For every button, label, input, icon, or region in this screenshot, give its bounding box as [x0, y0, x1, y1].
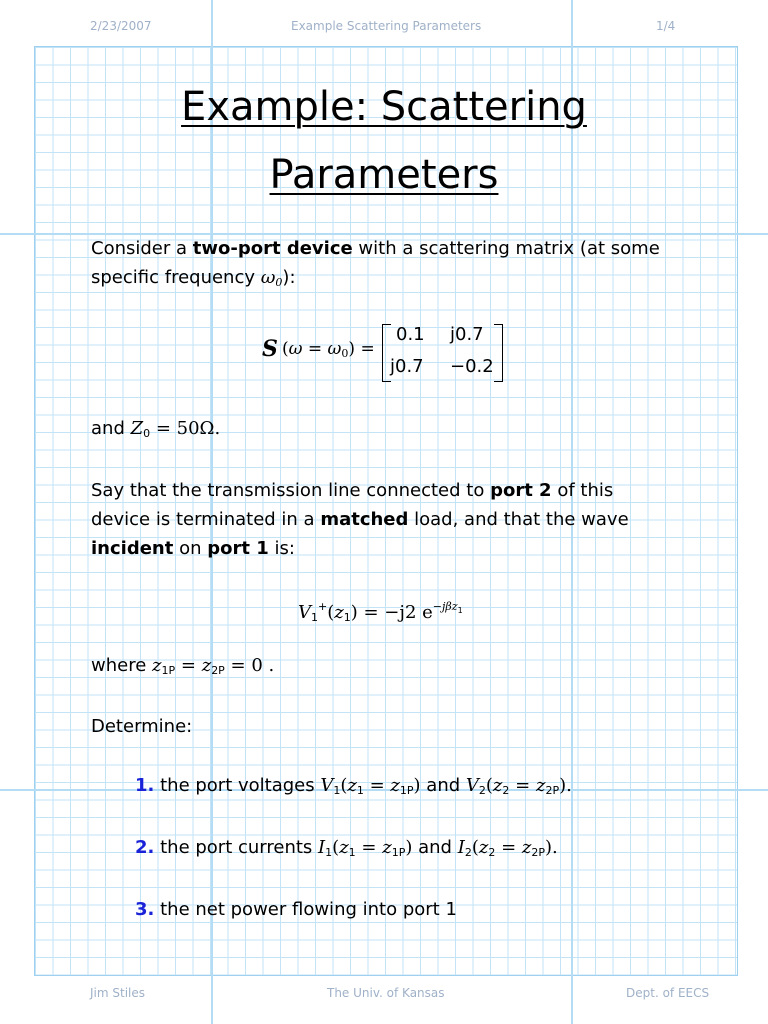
- say-line2: [91, 505, 629, 534]
- where-line: where $z_{1P} = z_{2P} = 0$ .: [91, 655, 275, 677]
- say-line1: [91, 476, 613, 505]
- text: the port currents: [160, 837, 319, 858]
- say-line3: [91, 534, 295, 563]
- subscript: 0: [143, 427, 151, 440]
- bold-term: port 2: [490, 480, 552, 501]
- omega-eq: ω = ω: [288, 339, 342, 359]
- omega-symbol: $\omega_0$: [260, 267, 283, 289]
- voltage-symbol: V: [298, 602, 311, 623]
- footer-department: Dept. of EECS: [626, 986, 710, 1000]
- text: the port voltages: [160, 775, 321, 796]
- bold-term: port 1: [207, 538, 269, 559]
- intro-line1: [91, 234, 660, 263]
- text: on: [173, 538, 208, 559]
- incident-voltage-equation: $V_1^+(z_1) = -j2$ $e^{-j\beta z_1}$: [298, 600, 463, 624]
- text: device is terminated in a: [91, 509, 321, 530]
- header-date: 2/23/2007: [90, 19, 152, 33]
- list-item: 2. the port currents $I_1(z_1 = z_{1P})$ and $I_2(z_2 = z_{2P})$.: [135, 837, 558, 859]
- text: Say that the transmission line connected to: [91, 480, 491, 501]
- text: load, and that the wave: [408, 509, 629, 530]
- text: where: [91, 655, 153, 676]
- page-title-line1: Example: Scattering: [181, 84, 587, 130]
- z0-line: [91, 414, 220, 448]
- header-doc-title: Example Scattering Parameters: [291, 19, 482, 33]
- matrix-symbol: S: [262, 336, 278, 362]
- matrix-cell: j0.7: [450, 324, 484, 345]
- determine-label: Determine:: [91, 716, 193, 737]
- list-number: 3.: [135, 899, 155, 920]
- text: and: [412, 837, 458, 858]
- text: and: [91, 418, 131, 439]
- list-number: 2.: [135, 837, 155, 858]
- matrix-cell: j0.7: [390, 356, 424, 377]
- bold-term: two-port device: [192, 238, 353, 259]
- matrix-right-bracket: [494, 324, 503, 382]
- footer-author: Jim Stiles: [90, 986, 146, 1000]
- text: Consider a: [91, 238, 193, 259]
- matrix-cell: 0.1: [396, 324, 425, 345]
- text: specific frequency: [91, 267, 261, 288]
- text: the net power flowing into port 1: [160, 899, 457, 920]
- header-page-number: 1/4: [656, 19, 676, 33]
- page-title-line2: Parameters: [269, 152, 499, 198]
- matrix-argument: $(\omega = \omega_0)$ =: [282, 339, 375, 360]
- text: is:: [268, 538, 295, 559]
- z0-symbol: Z: [130, 418, 144, 439]
- equals: =: [360, 339, 375, 359]
- text: with a scattering matrix (at some: [352, 238, 660, 259]
- bold-term: matched: [320, 509, 409, 530]
- text: and: [420, 775, 466, 796]
- intro-line2: [91, 263, 296, 297]
- list-item: [135, 895, 457, 924]
- exponent: −jβz: [432, 600, 458, 613]
- list-item: 1. the port voltages $V_1(z_1 = z_{1P})$ and $V_2(z_2 = z_{2P})$.: [135, 775, 572, 797]
- equation-rhs: = −j2 e: [363, 602, 433, 623]
- list-number: 1.: [135, 775, 155, 796]
- footer-institution: The Univ. of Kansas: [327, 986, 445, 1000]
- matrix-cell: −0.2: [450, 356, 494, 377]
- where-value: = 0 .: [224, 655, 275, 676]
- text: of this: [551, 480, 614, 501]
- bold-term: incident: [91, 538, 174, 559]
- text: ):: [282, 267, 296, 288]
- z0-value: = 50Ω.: [150, 418, 221, 439]
